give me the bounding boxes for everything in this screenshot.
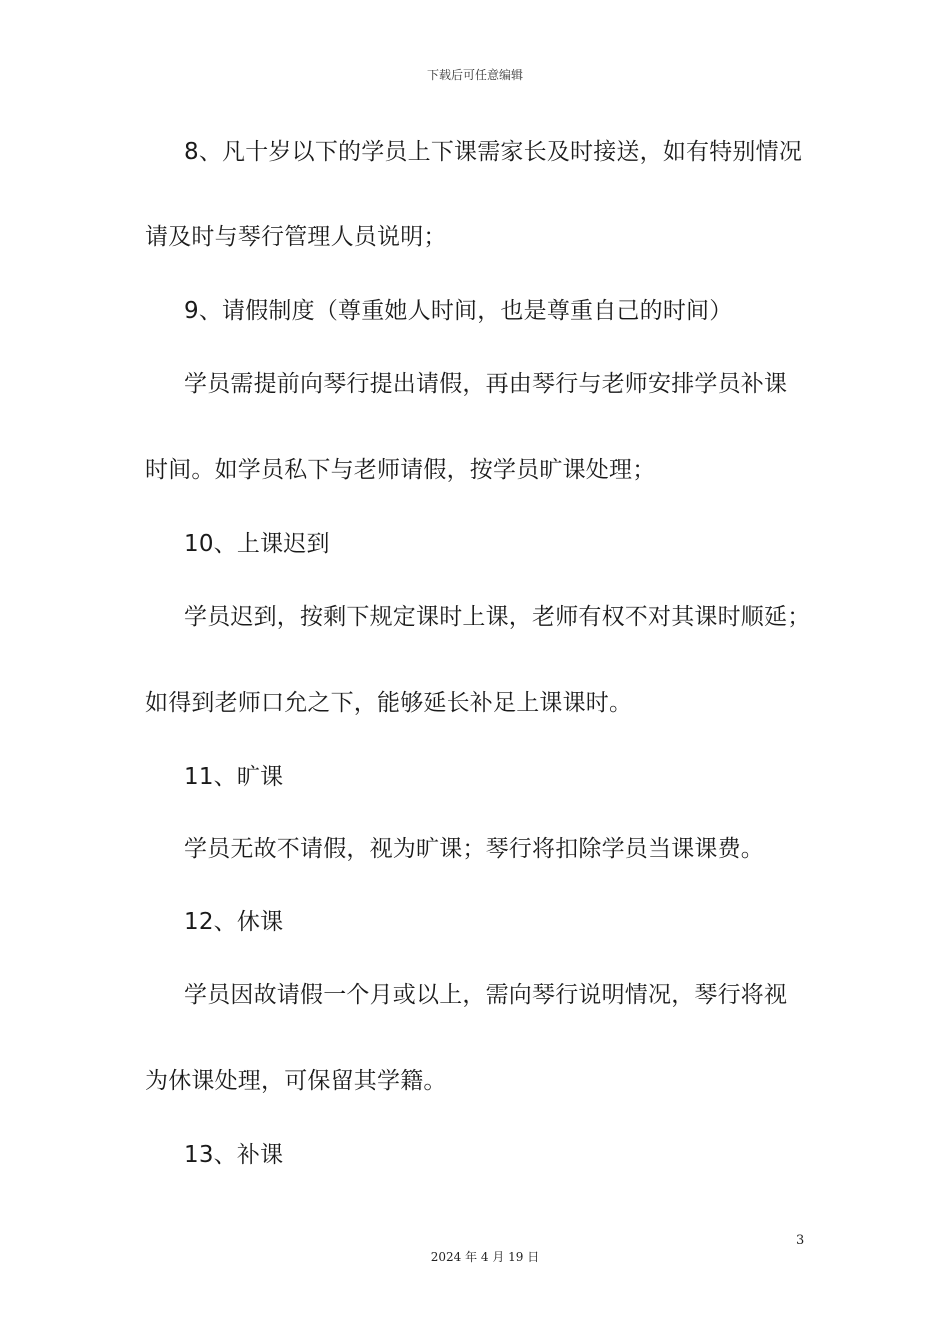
paragraph-line: 11、旷课 xyxy=(184,764,284,790)
paragraph-line: 12、休课 xyxy=(184,909,284,935)
paragraph-line: 请及时与琴行管理人员说明； xyxy=(145,224,447,250)
paragraph-line: 时间。如学员私下与老师请假，按学员旷课处理； xyxy=(145,457,656,483)
paragraph-line: 学员无故不请假，视为旷课；琴行将扣除学员当课课费。 xyxy=(184,836,764,862)
footer-date: 2024 年 4 月 19 日 xyxy=(430,1250,540,1264)
paragraph-line: 为休课处理，可保留其学籍。 xyxy=(145,1068,447,1094)
paragraph-line: 如得到老师口允之下，能够延长补足上课课时。 xyxy=(145,690,633,716)
paragraph-line: 10、上课迟到 xyxy=(184,531,330,557)
paragraph-line: 8、凡十岁以下的学员上下课需家长及时接送，如有特别情况 xyxy=(184,139,803,165)
page-number: 3 xyxy=(796,1233,805,1248)
page-header: 下载后可任意编辑 xyxy=(426,68,523,82)
paragraph-line: 学员因故请假一个月或以上，需向琴行说明情况，琴行将视 xyxy=(184,982,788,1008)
paragraph-line: 学员迟到，按剩下规定课时上课，老师有权不对其课时顺延； xyxy=(184,604,811,630)
paragraph-line: 13、补课 xyxy=(184,1142,284,1168)
paragraph-line: 9、请假制度（尊重她人时间，也是尊重自己的时间） xyxy=(184,298,733,324)
paragraph-line: 学员需提前向琴行提出请假，再由琴行与老师安排学员补课 xyxy=(184,371,788,397)
